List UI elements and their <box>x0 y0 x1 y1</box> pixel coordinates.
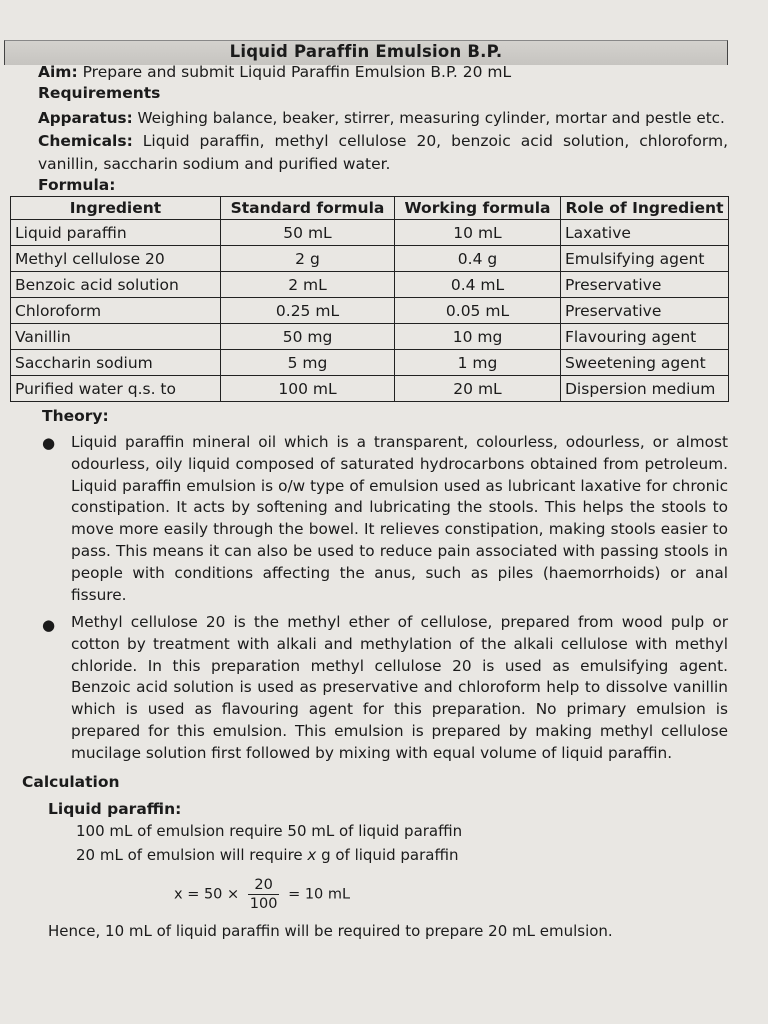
page-title: Liquid Paraffin Emulsion B.P. <box>229 42 503 61</box>
apparatus-text: Weighing balance, beaker, stirrer, measuring cylinder, mortar and pestle etc. <box>132 109 725 127</box>
bullet-marker: ● <box>42 434 56 452</box>
chemicals-text: Liquid paraffin, methyl cellulose 20, benzoic acid solution, chloroform, <box>132 132 728 150</box>
theory-paragraph-2: Methyl cellulose 20 is the methyl ether of cellulose, prepared from wood pulp or cotton by treatment with alkali and methylation of the alkali cellulose with methyl chloride. In this preparation methyl cellulose 20 is used as emulsifying agent. Benzoic acid solution is used as preservative and chloroform help to dissolve vanillin which is used as flavouring agent for this preparation. No primary emulsion is prepared for this emulsion. This emulsion is prepared by making methyl cellulose mucilage solution first followed by mixing with equal volume of liquid paraffin. <box>71 613 728 762</box>
standard-cell: 50 mL <box>221 220 395 246</box>
formula-heading: Formula: <box>38 176 116 194</box>
standard-cell: 50 mg <box>221 324 395 350</box>
working-cell: 0.4 g <box>395 246 561 272</box>
role-cell: Dispersion medium <box>561 376 729 402</box>
calculation-line-2-pre: 20 mL of emulsion will require <box>76 846 308 864</box>
aim-text: Prepare and submit Liquid Paraffin Emulsion B.P. 20 mL <box>77 63 512 81</box>
standard-cell: 100 mL <box>221 376 395 402</box>
table-row <box>11 220 729 246</box>
table-header-row <box>11 197 729 220</box>
ingredient-cell: Purified water q.s. to <box>11 376 221 402</box>
chemicals-line-1 <box>38 132 728 150</box>
title-banner <box>4 40 728 65</box>
standard-cell: 5 mg <box>221 350 395 376</box>
table-row <box>11 272 729 298</box>
calculation-line-2-post: g of liquid paraffin <box>316 846 459 864</box>
table-row <box>11 324 729 350</box>
standard-cell: 2 g <box>221 246 395 272</box>
working-cell: 1 mg <box>395 350 561 376</box>
equation-rhs: = 10 mL <box>288 886 351 903</box>
standard-cell: 2 mL <box>221 272 395 298</box>
table-row <box>11 350 729 376</box>
table-row <box>11 246 729 272</box>
ingredient-cell: Vanillin <box>11 324 221 350</box>
theory-paragraph-1: Liquid paraffin mineral oil which is a transparent, colourless, odourless, or almost odourless, oily liquid composed of saturated hydrocarbons obtained from petroleum. Liquid paraffin emulsion is o/w type of emulsion used as lubricant laxative for chronic constipation. It acts by softening and lubricating the stools. This helps the stools to move more easily through the bowel. It relieves constipation, making stools easier to pass. This means it can also be used to reduce pain associated with passing stools in people with conditions affecting the anus, such as piles (haemorrhoids) or anal fissure. <box>71 433 728 604</box>
working-cell: 0.05 mL <box>395 298 561 324</box>
chemicals-line-2: vanillin, saccharin sodium and purified water. <box>38 155 391 173</box>
calculation-heading: Calculation <box>22 773 120 791</box>
fraction-denominator: 100 <box>249 896 278 912</box>
working-cell: 10 mg <box>395 324 561 350</box>
calculation-line-2 <box>76 846 458 864</box>
chemicals-label: Chemicals: <box>38 132 133 150</box>
bullet-marker: ● <box>42 616 56 634</box>
table-row <box>11 376 729 402</box>
theory-heading: Theory: <box>42 407 109 425</box>
apparatus-line <box>38 109 725 127</box>
header-standard-formula: Standard formula <box>221 197 395 220</box>
equation-lhs: x = 50 × <box>174 886 240 903</box>
standard-cell: 0.25 mL <box>221 298 395 324</box>
aim-label: Aim: <box>38 63 78 81</box>
fraction <box>248 876 280 913</box>
ingredient-cell: Methyl cellulose 20 <box>11 246 221 272</box>
table-row <box>11 298 729 324</box>
role-cell: Preservative <box>561 298 729 324</box>
ingredient-cell: Benzoic acid solution <box>11 272 221 298</box>
ingredient-cell: Saccharin sodium <box>11 350 221 376</box>
header-role: Role of Ingredient <box>561 197 729 220</box>
requirements-heading: Requirements <box>38 84 161 102</box>
header-working-formula: Working formula <box>395 197 561 220</box>
aim-line <box>38 63 511 81</box>
role-cell: Preservative <box>561 272 729 298</box>
ingredient-cell: Liquid paraffin <box>11 220 221 246</box>
fraction-numerator: 20 <box>248 876 280 895</box>
role-cell: Emulsifying agent <box>561 246 729 272</box>
apparatus-label: Apparatus: <box>38 109 133 127</box>
role-cell: Laxative <box>561 220 729 246</box>
working-cell: 10 mL <box>395 220 561 246</box>
role-cell: Sweetening agent <box>561 350 729 376</box>
ingredient-cell: Chloroform <box>11 298 221 324</box>
variable-x: x <box>307 846 317 864</box>
liquid-paraffin-subheading: Liquid paraffin: <box>48 800 182 818</box>
equation <box>174 876 350 913</box>
working-cell: 0.4 mL <box>395 272 561 298</box>
header-ingredient: Ingredient <box>11 197 221 220</box>
calculation-line-1: 100 mL of emulsion require 50 mL of liquid paraffin <box>76 822 463 840</box>
conclusion-line: Hence, 10 mL of liquid paraffin will be required to prepare 20 mL emulsion. <box>48 922 613 940</box>
role-cell: Flavouring agent <box>561 324 729 350</box>
formula-table <box>10 196 729 402</box>
working-cell: 20 mL <box>395 376 561 402</box>
